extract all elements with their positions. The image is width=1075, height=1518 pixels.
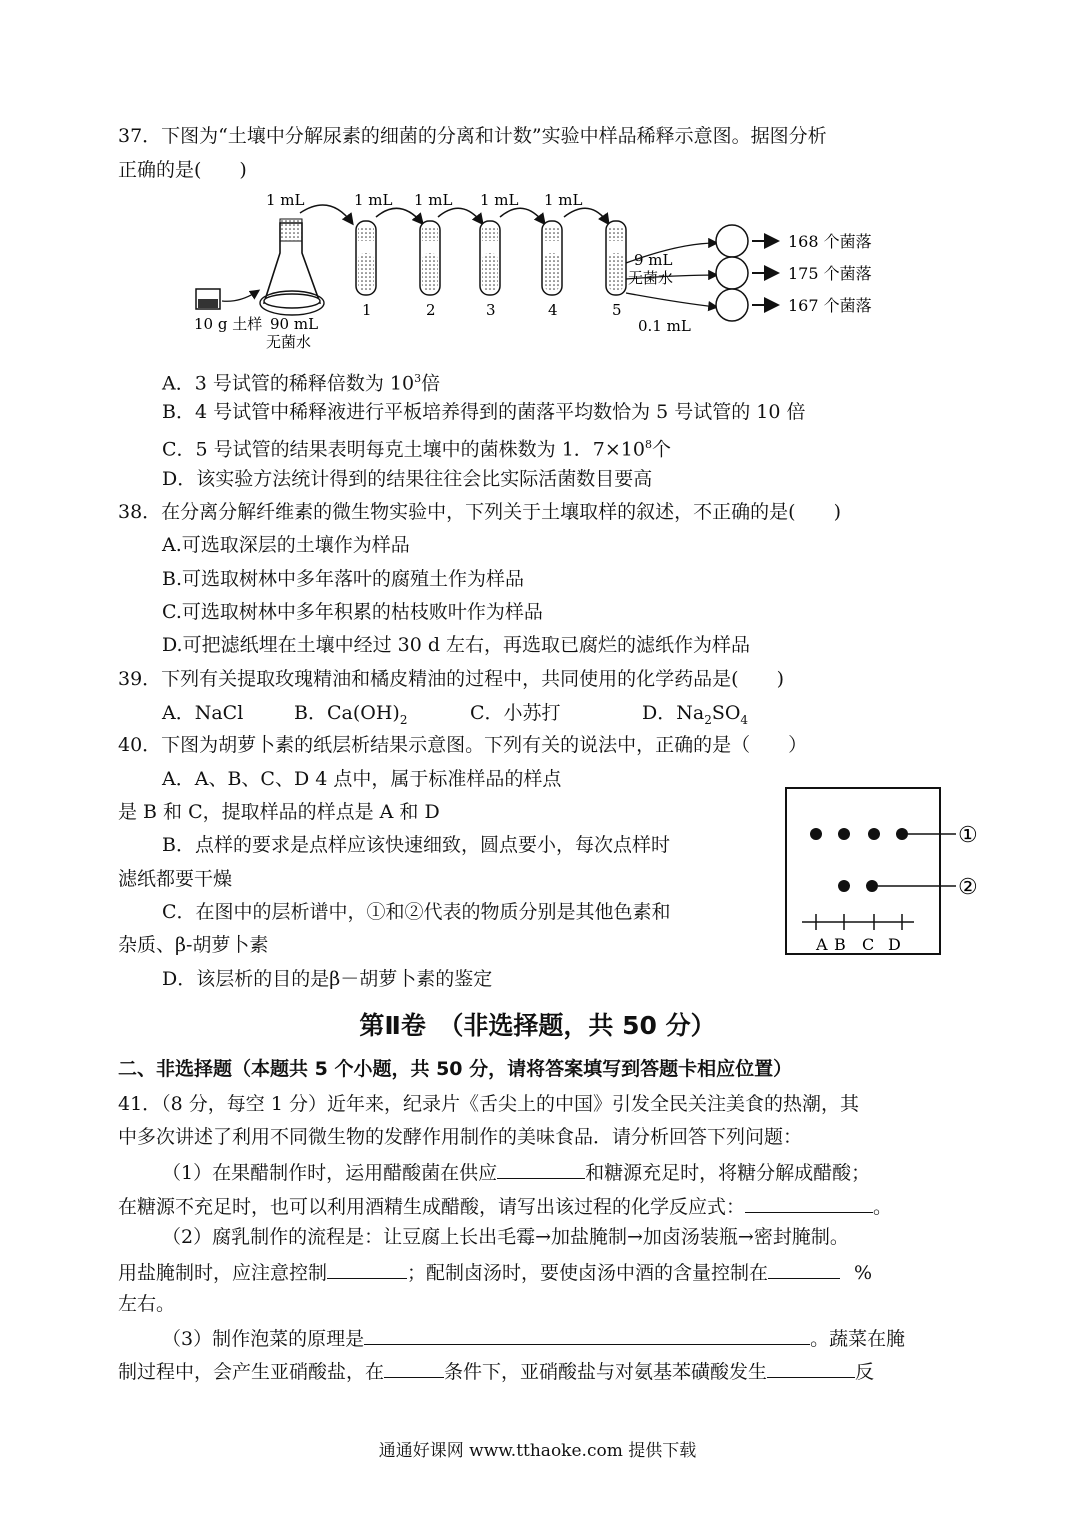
dilution-diagram: [180, 183, 900, 355]
q39-option-a: A．NaCl: [162, 702, 244, 724]
q37-option-d: D．该实验方法统计得到的结果往往会比实际活菌数目要高: [162, 468, 653, 490]
point-label: B: [834, 935, 846, 954]
q41-stem-line2: 中多次讲述了利用不同微生物的发酵作用制作的美味食品．请分析回答下列问题：: [118, 1126, 803, 1148]
q40-option-a-line1: A．A、B、C、D 4 点中，属于标准样品的样点: [162, 768, 562, 790]
q38-option-d: D.可把滤纸埋在土壤中经过 30 d 左右，再选取已腐烂的滤纸作为样品: [162, 634, 751, 656]
band-label: ②: [958, 875, 978, 900]
tube: [480, 221, 500, 295]
q41-part3-line1: （3）制作泡菜的原理是 。蔬菜在腌: [162, 1324, 905, 1352]
q37-option-c: C．5 号试管的结果表明每克土壤中的菌株数为 1．$7\times 10^8$个: [162, 438, 671, 461]
q37-stem-line1: 37．下图为“土壤中分解尿素的细菌的分离和计数”实验中样品稀释示意图。据图分析: [118, 125, 827, 147]
spot: [896, 828, 908, 840]
tube: [542, 221, 562, 295]
colony-count: 168 个菌落: [788, 232, 872, 251]
q40-option-d: D．该层析的目的是β－胡萝卜素的鉴定: [162, 968, 493, 990]
petri-dish: [716, 289, 748, 321]
spot: [866, 880, 878, 892]
section-heading: 二、非选择题（本题共 5 个小题，共 50 分，请将答案填写到答题卡相应位置）: [118, 1058, 793, 1080]
transfer-label: 1 mL: [414, 191, 453, 209]
q37-stem-line2: 正确的是( ): [118, 159, 247, 181]
q41-part2-line1: （2）腐乳制作的流程是：让豆腐上长出毛霉→加盐腌制→加卤汤装瓶→密封腌制。: [162, 1226, 849, 1248]
tube-number: 4: [548, 301, 558, 319]
q40-option-a-line2: 是 B 和 C，提取样品的样点是 A 和 D: [118, 801, 440, 823]
q41-stem-line1: 41．（8 分，每空 1 分）近年来，纪录片《舌尖上的中国》引发全民关注美食的热潮，其: [118, 1093, 859, 1115]
answer-blank[interactable]: [384, 1357, 444, 1378]
q39-option-d: D．$Na_2SO_4$: [642, 702, 749, 727]
point-label: A: [816, 935, 828, 954]
page-footer: 通通好课网 www.tthaoke.com 提供下载: [378, 1441, 697, 1461]
q40-option-b-line2: 滤纸都要干燥: [118, 868, 233, 890]
q41-part3-line2: 制过程中，会产生亚硝酸盐，在 条件下，亚硝酸盐与对氨基苯磺酸发生 反: [118, 1357, 874, 1385]
tube: [420, 221, 440, 295]
q38-stem: 38．在分离分解纤维素的微生物实验中，下列关于土壤取样的叙述，不正确的是( ): [118, 501, 842, 523]
spot: [838, 880, 850, 892]
flask-water-label: 无菌水: [266, 333, 312, 351]
point-label: D: [888, 935, 901, 954]
answer-blank[interactable]: [768, 1258, 840, 1279]
point-label: C: [862, 935, 875, 954]
tube-number: 2: [426, 301, 436, 319]
tube: [606, 221, 626, 295]
q41-part2-line3: 左右。: [118, 1293, 176, 1315]
q39-option-b: B．$Ca(OH)_2$: [294, 702, 408, 727]
q40-stem: 40．下图为胡萝卜素的纸层析结果示意图。下列有关的说法中，正确的是（ ）: [118, 734, 808, 756]
answer-blank[interactable]: [327, 1258, 407, 1279]
band-label: ①: [958, 823, 978, 848]
q41-part2-line2: 用盐腌制时，应注意控制 ；配制卤汤时，要使卤汤中酒的含量控制在 %: [118, 1258, 872, 1286]
answer-blank[interactable]: [745, 1192, 873, 1213]
q37-option-a: A．3 号试管的稀释倍数为 $10^3$倍: [162, 372, 441, 395]
transfer-label: 1 mL: [354, 191, 393, 209]
q38-option-c: C.可选取树林中多年积累的枯枝败叶作为样品: [162, 601, 543, 623]
spot: [838, 828, 850, 840]
q41-part1-line2: 在糖源不充足时，也可以利用酒精生成醋酸，请写出该过程的化学反应式： 。: [118, 1192, 892, 1220]
soil-label: 10 g 土样: [194, 315, 263, 333]
flask-water-volume: 90 mL: [270, 315, 319, 333]
answer-blank[interactable]: [364, 1324, 810, 1345]
tube-water-volume: 9 mL: [634, 251, 673, 269]
q40-option-c-line1: C．在图中的层析谱中，①和②代表的物质分别是其他色素和: [162, 901, 671, 923]
q39-option-c: C．小苏打: [470, 702, 561, 724]
tube-water-label: 无菌水: [628, 269, 674, 287]
petri-dish: [716, 257, 748, 289]
colony-count: 167 个菌落: [788, 296, 872, 315]
spot: [868, 828, 880, 840]
q40-option-b-line1: B．点样的要求是点样应该快速细致，圆点要小，每次点样时: [162, 834, 670, 856]
q39-stem: 39．下列有关提取玫瑰精油和橘皮精油的过程中，共同使用的化学药品是( ): [118, 668, 785, 690]
spot: [810, 828, 822, 840]
plate-volume: 0.1 mL: [638, 317, 691, 335]
petri-dish: [716, 225, 748, 257]
tube-number: 5: [612, 301, 622, 319]
transfer-label: 1 mL: [480, 191, 519, 209]
q38-option-a: A.可选取深层的土壤作为样品: [162, 534, 410, 556]
tube: [356, 221, 376, 295]
transfer-label: 1 mL: [544, 191, 583, 209]
q40-option-c-line2: 杂质、β-胡萝卜素: [118, 934, 269, 956]
tube-number: 3: [486, 301, 496, 319]
transfer-label: 1 mL: [266, 191, 305, 209]
q37-option-b: B．4 号试管中稀释液进行平板培养得到的菌落平均数恰为 5 号试管的 10 倍: [162, 401, 806, 423]
chromatography-diagram: [784, 786, 994, 956]
tube-number: 1: [362, 301, 372, 319]
q38-option-b: B.可选取树林中多年落叶的腐殖土作为样品: [162, 568, 525, 590]
colony-count: 175 个菌落: [788, 264, 872, 283]
answer-blank[interactable]: [497, 1158, 585, 1179]
section-title: 第Ⅱ卷 （非选择题，共 50 分）: [359, 1011, 716, 1040]
answer-blank[interactable]: [767, 1357, 855, 1378]
q41-part1-line1: （1）在果醋制作时，运用醋酸菌在供应 和糖源充足时，将糖分解成醋酸；: [162, 1158, 870, 1186]
